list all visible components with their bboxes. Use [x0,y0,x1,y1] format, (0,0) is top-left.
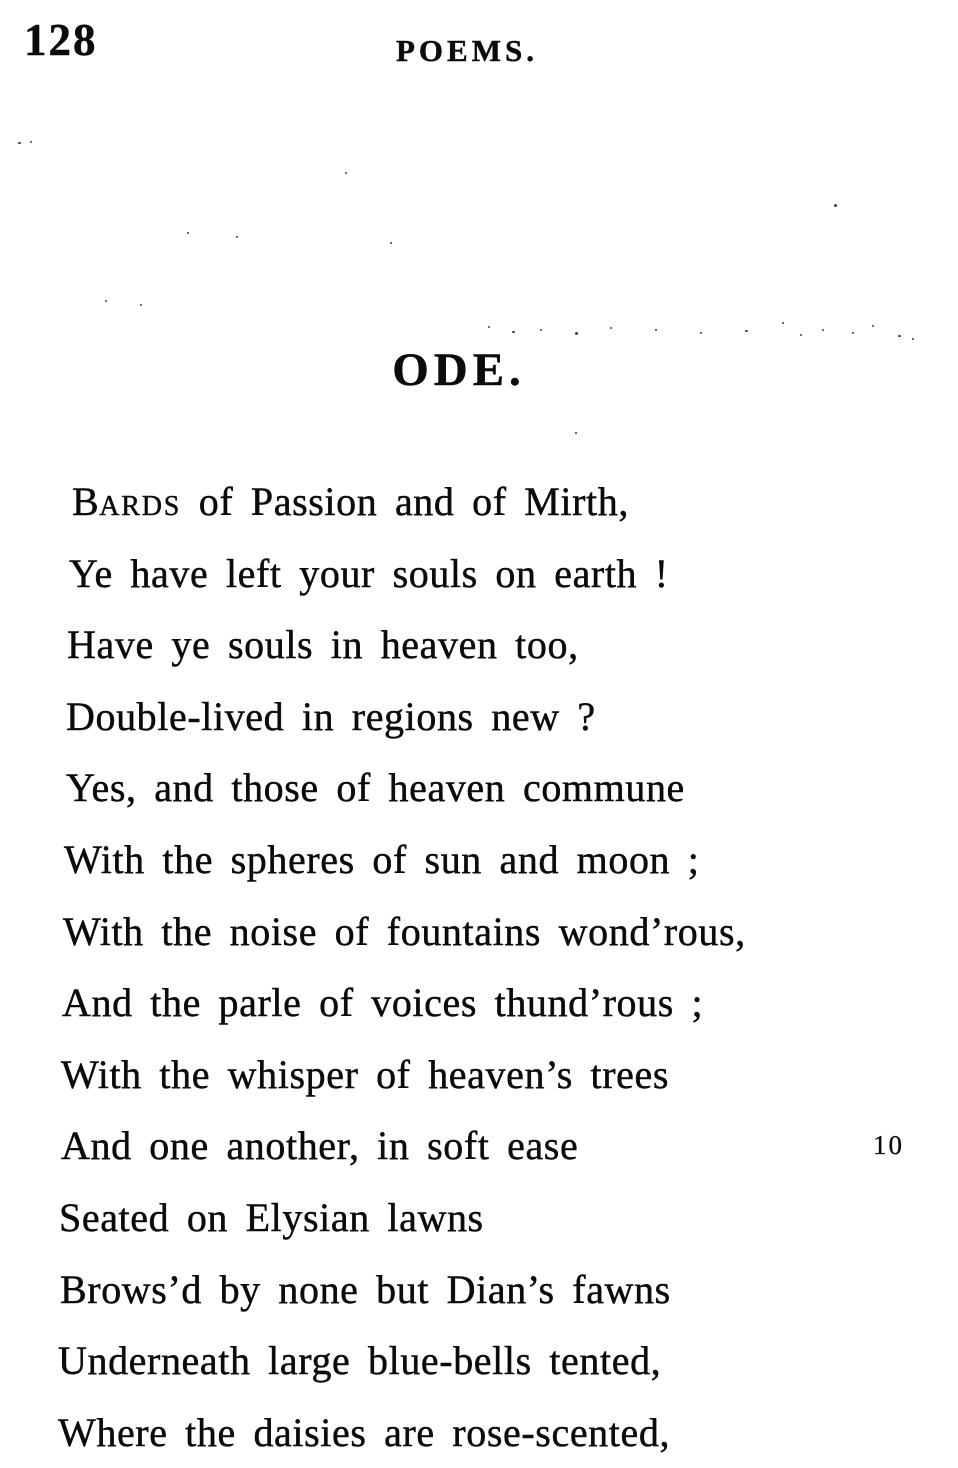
scan-speck [18,142,21,144]
poem-body [58,466,920,1468]
scan-speck [782,322,784,324]
line-text: of Passion and of Mirth, [181,479,629,524]
poem-line-5 [58,752,920,824]
line-text: Yes, and those of heaven commune [66,765,685,811]
scan-speck [390,242,392,244]
poem-line-4 [58,681,920,753]
poem-line-6 [58,824,920,896]
poem-line-10 [58,1110,920,1182]
scan-speck [30,141,32,143]
line-text: Have ye souls in heaven too, [67,622,579,668]
poem-line-3 [58,609,920,681]
page-number: 128 [24,15,98,65]
line-text: And one another, in soft ease [61,1123,579,1169]
lead-capital: B [72,479,100,524]
scan-speck [912,338,914,340]
line-text: With the noise of fountains wond’rous, [63,908,746,954]
scan-speck [852,332,854,334]
running-header: POEMS. [396,33,538,68]
scan-speck [105,300,107,302]
line-text: Seated on Elysian lawns [59,1194,484,1240]
scan-speck [610,327,612,329]
scan-speck [488,326,490,328]
poem-line-14 [58,1397,920,1468]
scan-speck [512,331,515,333]
poem-line-1 [58,466,920,538]
scan-speck [898,335,901,337]
small-caps-word: ARDS [99,491,182,522]
line-text: Double-lived in regions new ? [66,693,596,739]
verse-line-number: 10 [873,1130,904,1161]
scan-speck [700,332,702,334]
scan-speck [236,236,238,238]
line-text: With the spheres of sun and moon ; [64,836,700,882]
scan-speck [834,204,837,207]
scan-speck [745,330,748,332]
line-text: Where the daisies are rose-scented, [58,1409,671,1455]
poem-title: ODE. [392,344,526,396]
scan-speck [575,332,578,335]
line-text: With the whisper of heaven’s trees [61,1051,670,1097]
poem-line-2 [58,538,920,610]
scan-speck [140,304,142,306]
line-text: Brows’d by none but Dian’s fawns [60,1266,671,1312]
scan-speck [655,329,657,331]
scan-speck [345,172,347,174]
poem-line-13 [58,1325,920,1397]
poem-line-12 [58,1254,920,1326]
scan-speck [822,329,824,331]
poem-line-8 [58,967,920,1039]
poem-line-7 [58,896,920,968]
scan-speck [872,325,874,327]
scan-speck [187,232,189,234]
line-text: And the parle of voices thund’rous ; [62,980,704,1026]
scan-speck [575,432,577,434]
line-text: Underneath large blue-bells tented, [58,1338,662,1384]
scan-speck [800,334,802,336]
line-text: Ye have left your souls on earth ! [69,550,669,596]
poem-line-9 [58,1039,920,1111]
scan-speck [540,329,542,331]
poem-line-11 [58,1182,920,1254]
